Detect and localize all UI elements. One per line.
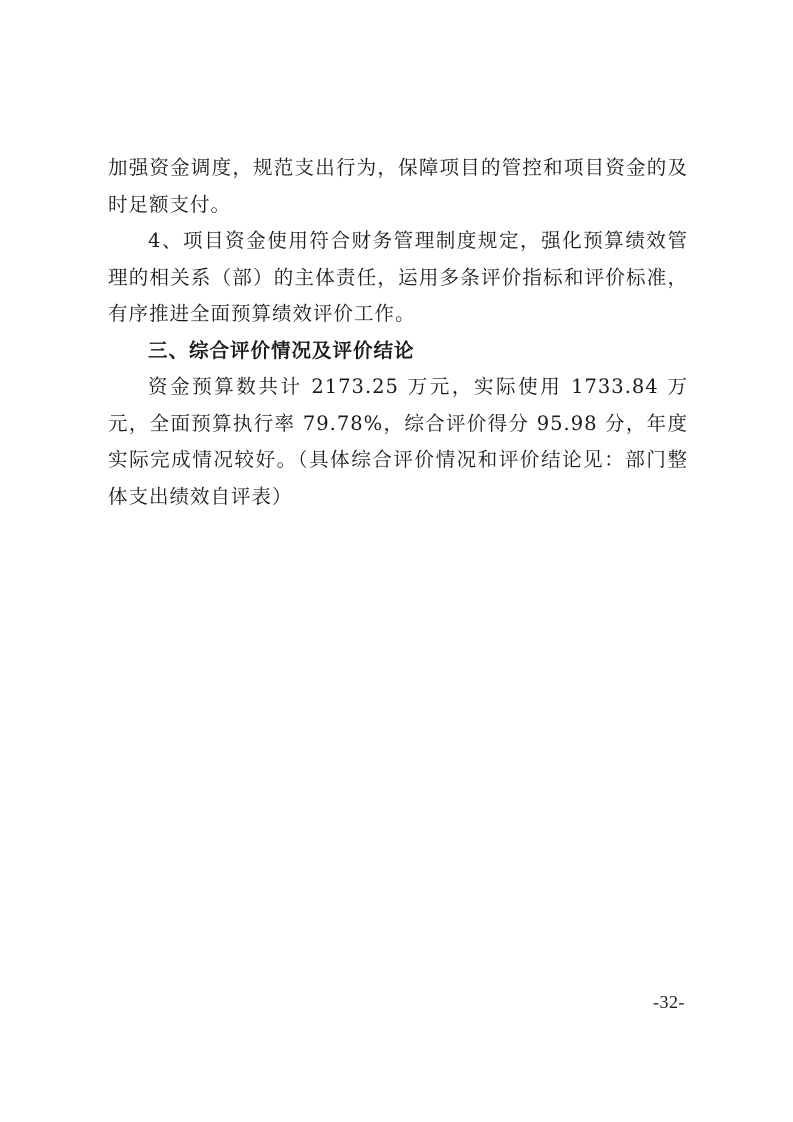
- paragraph-item-4: 4、项目资金使用符合财务管理制度规定，强化预算绩效管理的相关系（部）的主体责任，运用多条评价指标和评价标准，有序推进全面预算绩效评价工作。: [108, 229, 688, 325]
- section-heading: 三、综合评价情况及评价结论: [148, 338, 415, 362]
- paragraph-continuation: 加强资金调度，规范支出行为，保障项目的管控和项目资金的及时足额支付。: [108, 156, 688, 216]
- paragraph-conclusion: 资金预算数共计 2173.25 万元，实际使用 1733.84 万元，全面预算执行率 79.78%，综合评价得分 95.98 分，年度实际完成情况较好。（具体综合评价情况和评价结论见：部门整体支出绩效自评表）: [108, 375, 688, 508]
- document-body: [108, 150, 688, 515]
- page-number: -32-: [653, 992, 685, 1012]
